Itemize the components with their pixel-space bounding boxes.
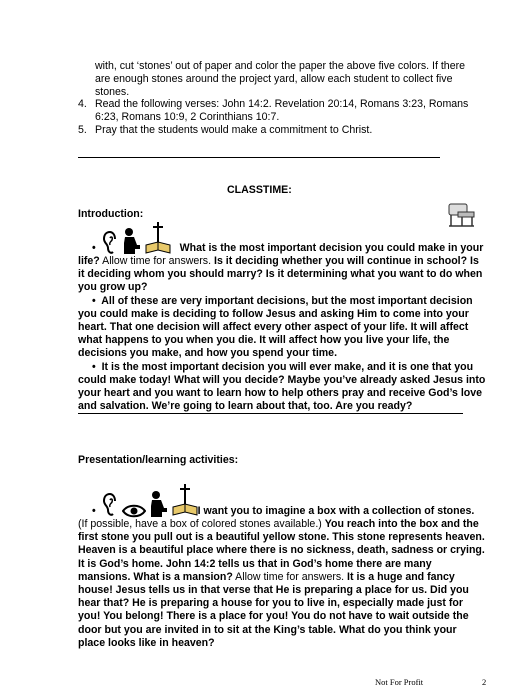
divider-top xyxy=(78,157,440,158)
numbered-list xyxy=(78,98,478,138)
presentation-instruction-2: Allow time for answers. xyxy=(232,570,348,583)
ear-icon xyxy=(103,492,119,518)
intro-p1-rest: Is it deciding whether you will continue in school? Is it deciding whom you should marry? Is it determining what you want to do when you grow up? xyxy=(78,255,483,294)
list-text: Read the following verses: John 14:2. Revelation 20:14, Romans 3:23, Romans 6:23, Romans 10:9, 2 Corinthians 10:7. xyxy=(95,98,469,124)
presentation-instruction: (If possible, have a box of colored stones available.) xyxy=(78,518,325,530)
intro-paragraph-2 xyxy=(78,295,486,361)
continuation-text: with, cut ‘stones’ out of paper and color the paper the above five colors. If there are enough stones around the project yard, allow each student to collect five stones. xyxy=(95,60,466,99)
cross-bible-icon xyxy=(145,221,171,255)
classtime-title: CLASSTIME: xyxy=(227,184,292,196)
eye-icon xyxy=(122,504,146,518)
list-item xyxy=(78,98,478,124)
presentation-t5: It is a huge and fancy house! Jesus tells us in that verse that He is preparing a place for us. Did you hear that? He is preparing a house for you to live in, especially made just for you! You belong! There is a place for you! You do not have to wait outside the door but you are invited in to sit at the King’s table. What do you think your place looks like in heaven? xyxy=(78,570,469,649)
list-number: 5. xyxy=(78,124,87,137)
intro-paragraph-1 xyxy=(78,221,486,295)
ear-icon xyxy=(103,231,119,255)
presentation-section xyxy=(78,482,486,650)
intro-p3-text: It is the most important decision you will ever make, and it is one that you could make today! What will you decide? Maybe you’ve already asked Jesus into your heart and you want to learn how to help others pray and receive God’s love and salvation. We’re going to learn about that, too. Are you ready? xyxy=(78,360,486,413)
list-text: Pray that the students would make a commitment to Christ. xyxy=(95,124,373,137)
presentation-paragraph xyxy=(78,482,486,650)
intro-heading: Introduction: xyxy=(78,208,144,220)
praying-figure-icon xyxy=(149,490,169,518)
intro-question: What is the most important decision you could make in your life? xyxy=(78,241,484,267)
bullet: • xyxy=(92,504,96,517)
intro-paragraph-3 xyxy=(78,361,486,414)
divider-middle xyxy=(78,413,463,414)
bullet: • xyxy=(92,241,96,254)
intro-instruction: Allow time for answers. xyxy=(99,255,214,267)
footer-label: Not For Profit xyxy=(375,677,424,687)
bullet: • xyxy=(92,360,96,373)
presentation-t1: I want you to imagine a box with a collection of stones. xyxy=(197,504,475,517)
praying-figure-icon xyxy=(122,227,142,255)
introduction-section xyxy=(78,221,486,413)
list-item xyxy=(78,124,478,137)
cross-bible-icon xyxy=(172,482,198,518)
page-number: 2 xyxy=(482,677,487,687)
presentation-heading: Presentation/learning activities: xyxy=(78,454,239,466)
intro-p2-text: All of these are very important decisions, but the most important decision you could make is deciding to follow Jesus and asking Him to come into your heart. That one decision will affect every other aspect of your life. It will affect what happens to you when you die. It will affect how you live your life, the decisions you make, and how you spend your time. xyxy=(78,294,473,360)
list-number: 4. xyxy=(78,98,87,110)
bullet: • xyxy=(92,294,96,307)
presentation-t3: You reach into the box and the first stone you pull out is a beautiful yellow stone. This stone represents heaven. Heaven is a beautiful place where there is no sickness, death, sadness or crying. It is God’s home. John 14:2 tells us that in God’s home there are many mansions. What is a mansion? xyxy=(78,518,485,583)
